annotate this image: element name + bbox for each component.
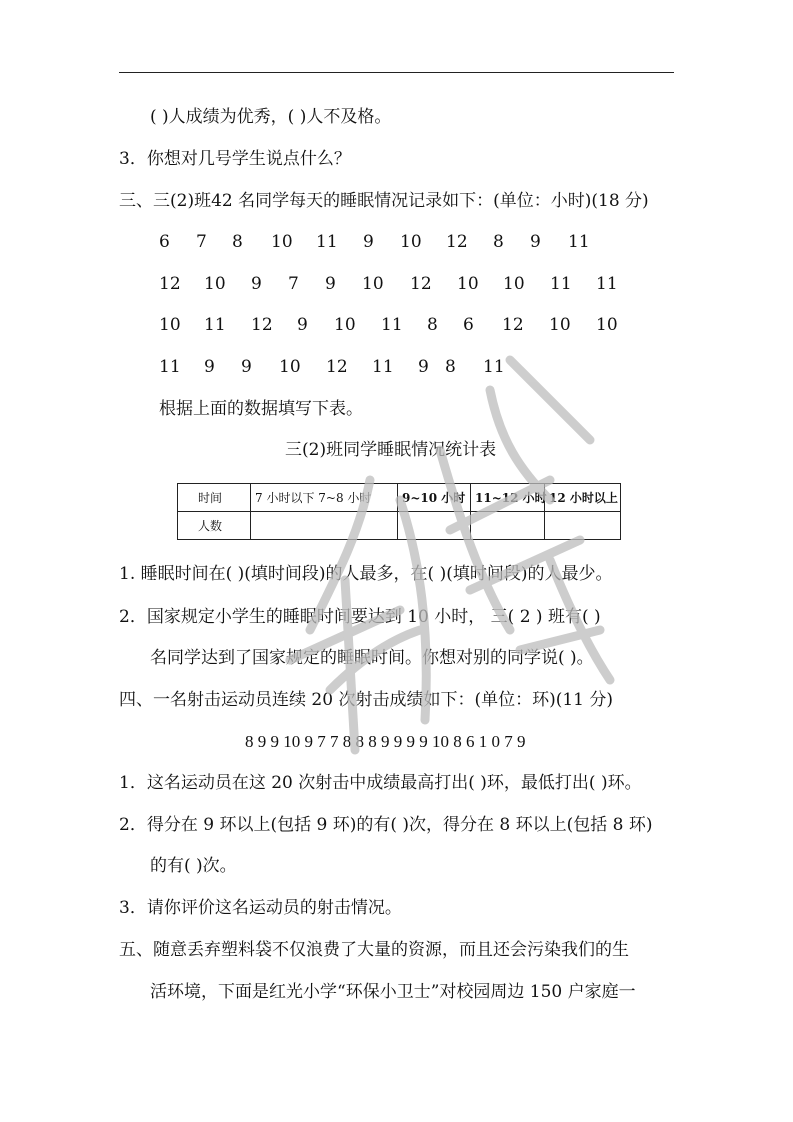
data-value: 12 xyxy=(159,274,181,294)
question-1: 1. 睡眠时间在( )(填时间段)的人最多，在( )(填时间段)的人最少。 xyxy=(119,564,613,584)
question-2-cont: 名同学达到了国家规定的睡眠时间。你想对别的同学说( )。 xyxy=(150,648,594,668)
data-value: 10 xyxy=(204,274,226,294)
question-3: 3．你想对几号学生说点什么？ xyxy=(119,149,351,169)
data-value: 9 xyxy=(251,274,262,294)
data-value: 9 xyxy=(418,357,429,377)
data-value: 11 xyxy=(381,315,403,335)
data-value: 12 xyxy=(410,274,432,294)
sleep-stat-table xyxy=(177,483,621,540)
data-value: 9 xyxy=(325,274,336,294)
section-5-heading: 五、随意丢弃塑料袋不仅浪费了大量的资源，而且还会污染我们的生 xyxy=(119,940,629,960)
data-value: 9 xyxy=(363,232,374,252)
table-header-cell: 7 小时以下 7~8 小时 xyxy=(251,484,398,512)
data-value: 9 xyxy=(204,357,215,377)
table-cell[interactable] xyxy=(251,512,398,540)
data-value: 12 xyxy=(251,315,273,335)
text-line: ( )人成绩为优秀，( )人不及格。 xyxy=(150,107,392,127)
table-row xyxy=(178,484,621,512)
data-value: 10 xyxy=(271,232,293,252)
top-rule xyxy=(119,72,674,73)
data-value: 10 xyxy=(334,315,356,335)
shooting-scores: 8 9 9 10 9 7 7 8 8 8 9 9 9 9 10 8 6 1 0 7 9 xyxy=(245,732,526,751)
data-value: 12 xyxy=(502,315,524,335)
data-value: 8 xyxy=(445,357,456,377)
data-value: 10 xyxy=(159,315,181,335)
data-value: 9 xyxy=(530,232,541,252)
data-value: 8 xyxy=(232,232,243,252)
instruction: 根据上面的数据填写下表。 xyxy=(159,399,363,419)
data-value: 10 xyxy=(457,274,479,294)
table-row-label: 人数 xyxy=(178,512,251,540)
section-4-heading: 四、一名射击运动员连续 20 次射击成绩如下：(单位：环)(11 分) xyxy=(119,690,614,710)
data-value: 12 xyxy=(446,232,468,252)
data-value: 11 xyxy=(550,274,572,294)
data-value: 8 xyxy=(427,315,438,335)
data-value: 10 xyxy=(549,315,571,335)
question-3: 3．请你评价这名运动员的射击情况。 xyxy=(119,898,402,918)
question-2: 2．国家规定小学生的睡眠时间要达到 10 小时， 三( 2 ) 班有( ) xyxy=(119,607,601,627)
table-cell[interactable] xyxy=(471,512,545,540)
data-value: 10 xyxy=(400,232,422,252)
question-2-cont: 的有( )次。 xyxy=(150,856,237,876)
table-header-cell: 12 小时以上 xyxy=(545,484,621,512)
table-header-cell: 11~12 小时 xyxy=(471,484,545,512)
data-value: 7 xyxy=(288,274,299,294)
table-title: 三(2)班同学睡眠情况统计表 xyxy=(285,440,497,460)
section-5-cont: 活环境，下面是红光小学“环保小卫士”对校园周边 150 户家庭一 xyxy=(150,982,636,1002)
table-header-cell: 9~10 小时 xyxy=(398,484,471,512)
table-header-cell: 时间 xyxy=(178,484,251,512)
data-value: 9 xyxy=(241,357,252,377)
data-value: 11 xyxy=(316,232,338,252)
question-2: 2．得分在 9 环以上(包括 9 环)的有( )次，得分在 8 环以上(包括 8 环) xyxy=(119,815,653,835)
data-value: 11 xyxy=(372,357,394,377)
data-value: 8 xyxy=(493,232,504,252)
data-value: 11 xyxy=(483,357,505,377)
data-value: 11 xyxy=(204,315,226,335)
data-value: 11 xyxy=(159,357,181,377)
data-value: 10 xyxy=(362,274,384,294)
table-cell[interactable] xyxy=(398,512,471,540)
data-value: 11 xyxy=(568,232,590,252)
data-value: 10 xyxy=(503,274,525,294)
data-value: 6 xyxy=(463,315,474,335)
data-value: 10 xyxy=(596,315,618,335)
data-value: 9 xyxy=(297,315,308,335)
table-cell[interactable] xyxy=(545,512,621,540)
data-value: 7 xyxy=(196,232,207,252)
data-value: 6 xyxy=(159,232,170,252)
question-1: 1．这名运动员在这 20 次射击中成绩最高打出( )环，最低打出( )环。 xyxy=(119,773,642,793)
data-value: 11 xyxy=(596,274,618,294)
section-3-heading: 三、三(2)班42 名同学每天的睡眠情况记录如下：(单位：小时)(18 分) xyxy=(119,191,649,211)
data-value: 10 xyxy=(279,357,301,377)
data-value: 12 xyxy=(326,357,348,377)
table-row xyxy=(178,512,621,540)
